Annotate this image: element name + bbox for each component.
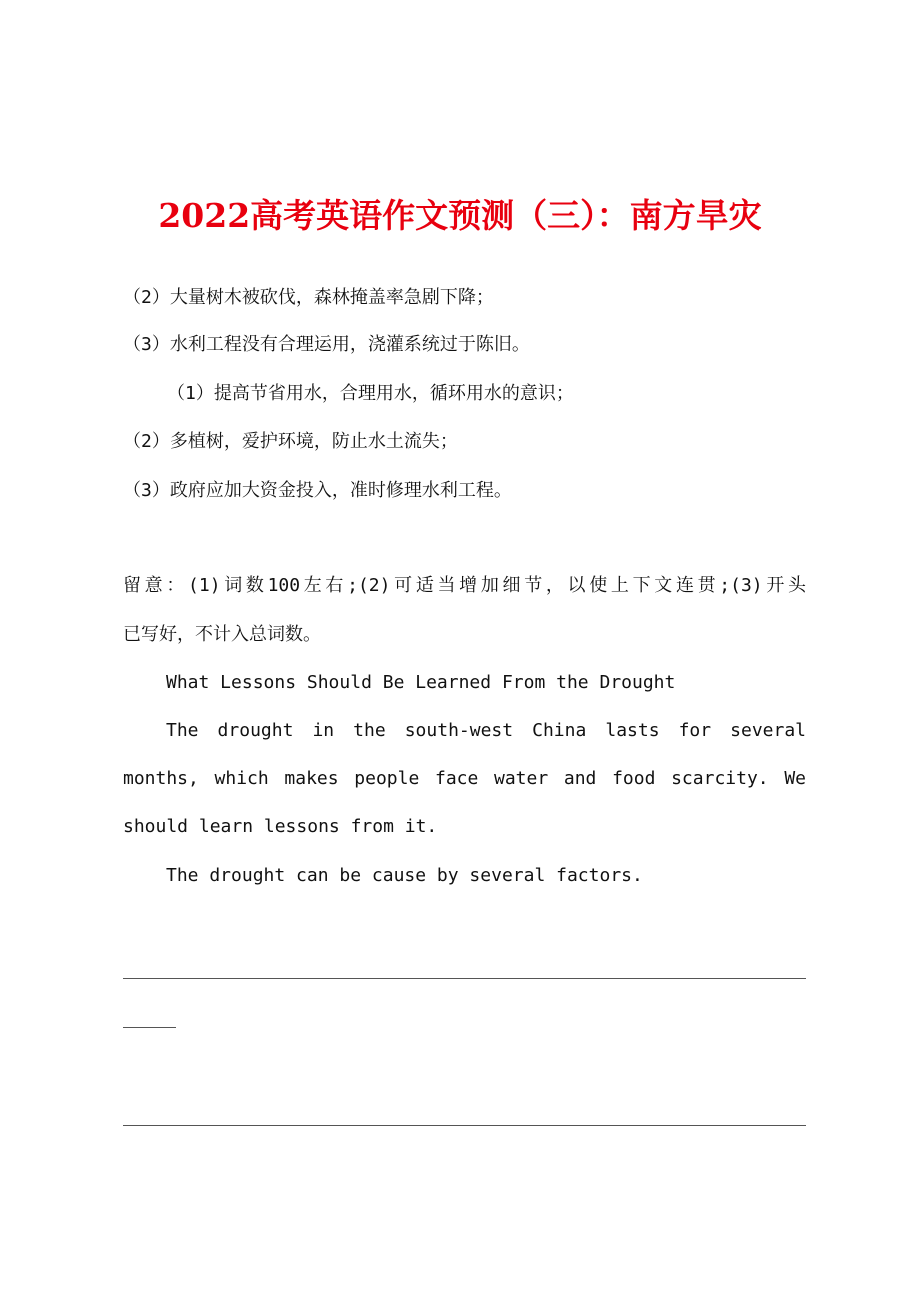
answer-line bbox=[123, 1125, 806, 1126]
document-title: 2022高考英语作文预测（三）：南方旱灾 bbox=[158, 196, 762, 235]
measure-item-1: （1）提高节省用水，合理用水，循环用水的意识； bbox=[167, 383, 574, 404]
note-line-2: 已写好，不计入总词数。 bbox=[123, 624, 321, 645]
essay-heading: What Lessons Should Be Learned From the Drought bbox=[166, 672, 676, 693]
measure-item-3: （3）政府应加大资金投入，准时修理水利工程。 bbox=[123, 480, 512, 501]
essay-paragraph-1-line-2: months, which makes people face water and food scarcity. We bbox=[123, 768, 806, 789]
essay-paragraph-2: The drought can be cause by several factors. bbox=[166, 865, 643, 886]
essay-paragraph-1-line-1: The drought in the south-west China lasts for several bbox=[166, 720, 806, 741]
essay-paragraph-1-line-3: should learn lessons from it. bbox=[123, 816, 438, 837]
measure-item-2: （2）多植树，爱护环境，防止水土流失； bbox=[123, 431, 458, 452]
answer-line-tail bbox=[123, 1027, 176, 1028]
cause-item-3: （3）水利工程没有合理运用，浇灌系统过于陈旧。 bbox=[123, 334, 530, 355]
answer-line bbox=[123, 978, 806, 979]
cause-item-2: （2）大量树木被砍伐，森林掩盖率急剧下降； bbox=[123, 287, 494, 308]
note-line-1: 留意：(1)词数100左右;(2)可适当增加细节，以使上下文连贯;(3)开头 bbox=[123, 575, 806, 596]
